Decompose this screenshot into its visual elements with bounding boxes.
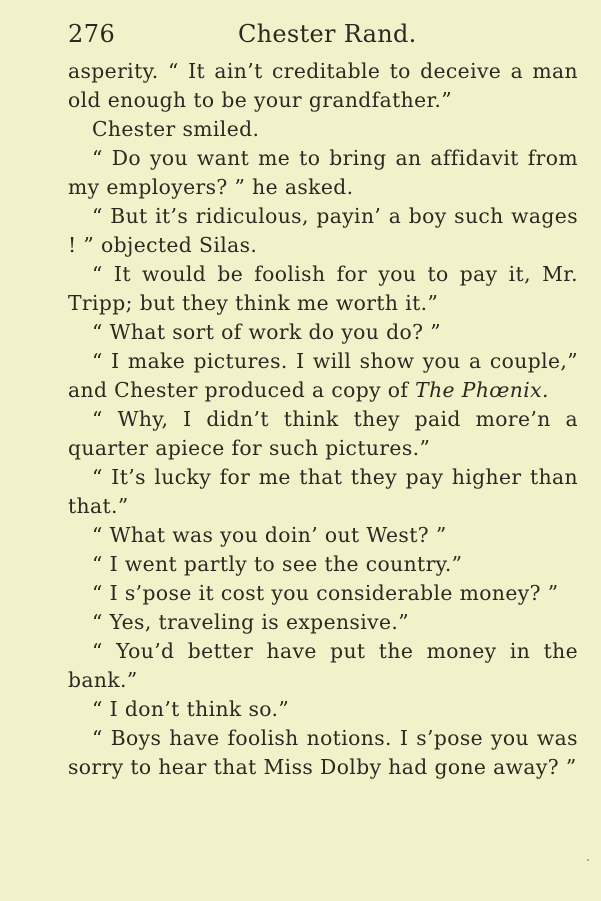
page-body xyxy=(68,57,578,782)
paragraph: “ It’s lucky for me that they pay higher than that.” xyxy=(68,465,578,518)
paragraph: Chester smiled. xyxy=(92,117,260,141)
magazine-title: The Phœnix. xyxy=(415,378,549,402)
paragraph: “ I don’t think so.” xyxy=(92,697,290,721)
page-header xyxy=(68,20,578,52)
running-title: Chester Rand. xyxy=(238,20,417,48)
paragraph: “ Boys have foolish notions. I s’pose you was sorry to hear that Miss Dolby had gone away? ” xyxy=(68,726,578,779)
paragraph: asperity. “ It ain’t creditable to deceive a man old enough to be your grandfather.” xyxy=(68,59,578,112)
paragraph-text: “ I make pictures. I will show you a couple,” and Chester produced a copy of xyxy=(68,349,578,402)
paragraph: “ Why, I didn’t think they paid more’n a quarter apiece for such pictures.” xyxy=(68,407,578,460)
paragraph: “ It would be foolish for you to pay it, Mr. Tripp; but they think me worth it.” xyxy=(68,262,578,315)
paper-speck xyxy=(587,859,589,861)
paragraph: “ You’d better have put the money in the bank.” xyxy=(68,639,578,692)
paragraph: “ I went partly to see the country.” xyxy=(92,552,463,576)
paragraph: “ But it’s ridiculous, payin’ a boy such wages ! ” objected Silas. xyxy=(68,204,578,257)
paragraph: “ Yes, traveling is expensive.” xyxy=(92,610,410,634)
paragraph: “ What was you doin’ out West? ” xyxy=(92,523,447,547)
paragraph: “ What sort of work do you do? ” xyxy=(92,320,441,344)
page-number: 276 xyxy=(68,20,116,48)
paragraph: “ Do you want me to bring an affidavit from my employers? ” he asked. xyxy=(68,146,578,199)
paragraph xyxy=(68,347,578,405)
paragraph: “ I s’pose it cost you considerable money? ” xyxy=(92,581,559,605)
